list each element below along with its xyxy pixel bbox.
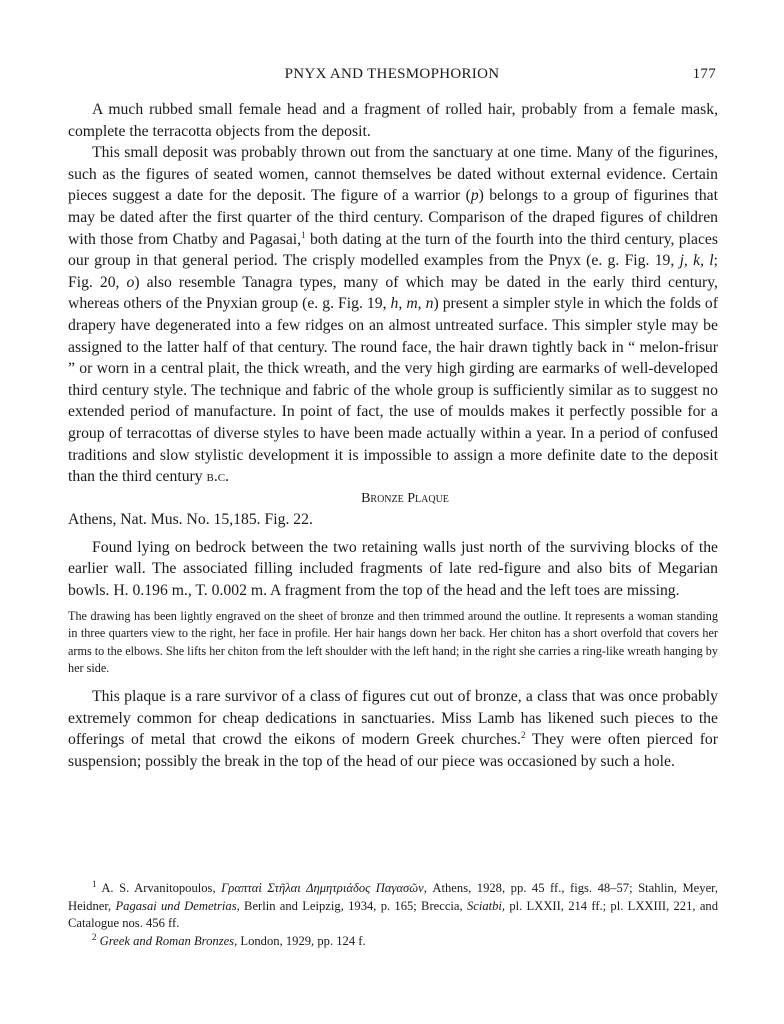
paragraph-2: This small deposit was probably thrown out from the sanctuary at one time. Many of the figurines, such as the figures of seated women, cannot themselves be dated without external evidence. Certain pieces suggest a date for the deposit. The figure of a warrior (p) belongs to a group of figurines that may be dated after the first quarter of the third century. Comparison of the draped figures of children with those from Chatby and Pagasai,$^1$ both dating at the turn of the fourth into the third century, places our group in that general period. The crisply modelled examples from the Pnyx (e. g. Fig. 19, j, k, l; Fig. 20, o) also resemble Tanagra types, many of which may be dated in the early third century, whereas others of the Pnyxian group (e. g. Fig. 19, h, m, n) present a simpler style in which the folds of drapery have degenerated into a few ridges on an almost untreated surface. This simpler style may be assigned to the latter half of that century. The round face, the hair drawn tightly back in “ melon-frisur ” or worn in a central plait, the thick wreath, and the very high girding are earmarks of well-developed third century style. The technique and fabric of the whole group is sufficiently similar as to suggest no extended period of manufacture. In point of fact, the use of moulds makes it perfectly possible for a group of terracottas of diverse styles to have been made actually within a year. In a period of confused traditions and slow stylistic development it is impossible to assign a more definite date to the deposit than the third century b.c. bbox=[68, 144, 719, 486]
section-heading: Bronze Plaque bbox=[361, 490, 449, 506]
footnotes bbox=[68, 880, 718, 950]
page-number: 177 bbox=[692, 66, 716, 82]
footnote-ref-2: 2 bbox=[520, 729, 526, 740]
description-block: The drawing has been lightly engraved on the sheet of bronze and then trimmed around the outline. It represents a woman standing in three quarters view to the right, her face in profile. Her hair hangs down her back. Her chiton has a short overfold that covers her arms to the elbows. She lifts her chiton from the left shoulder with the left hand; in the right she carries a ring-like wreath hanging by her side. bbox=[68, 608, 718, 676]
paragraph-3: Found lying on bedrock between the two retaining walls just north of the surviving blocks of the earlier wall. The associated filling included fragments of late red-figure and also bits of Megarian bowls. H. 0.196 m., T. 0.002 m. A fragment from the top of the head and the left toes are missing. bbox=[68, 538, 718, 600]
running-title: PNYX AND THESMOPHORION bbox=[284, 66, 500, 82]
footnote-ref-1: 1 bbox=[301, 229, 306, 240]
paragraph-4: This plaque is a rare survivor of a class of figures cut out of bronze, a class that was once probably extremely common for cheap dedications in sanctuaries. Miss Lamb has likened such pieces to the offerings of metal that crowd the eikons of modern Greek churches.$^2$ They were often pierced for suspension; possibly the break in the top of the head of our piece was occasioned by such a hole. bbox=[68, 688, 718, 770]
footnote-2: $^2$ Greek and Roman Bronzes, London, 1929, pp. 124 f. bbox=[92, 931, 366, 948]
main-text bbox=[68, 99, 718, 772]
catalog-line: Athens, Nat. Mus. No. 15,185. Fig. 22. bbox=[68, 511, 313, 529]
paragraph-1: A much rubbed small female head and a fragment of rolled hair, probably from a female mask, complete the terracotta objects from the deposit. bbox=[68, 101, 718, 140]
running-header bbox=[68, 66, 716, 88]
footnote-1: $^1$ A. S. Arvanitopoulos, Γραπταὶ Στῆλαι Δημητριάδος Παγασῶν, Athens, 1928, pp. 45 ff., figs. 48–57; Stahlin, Meyer, Heidner, Pagasai und Demetrias, Berlin and Leipzig, 1934, p. 165; Breccia, Sciatbi, pl. LXXII, 214 ff.; pl. LXXIII, 221, and Catalogue nos. 456 ff. bbox=[68, 878, 718, 931]
